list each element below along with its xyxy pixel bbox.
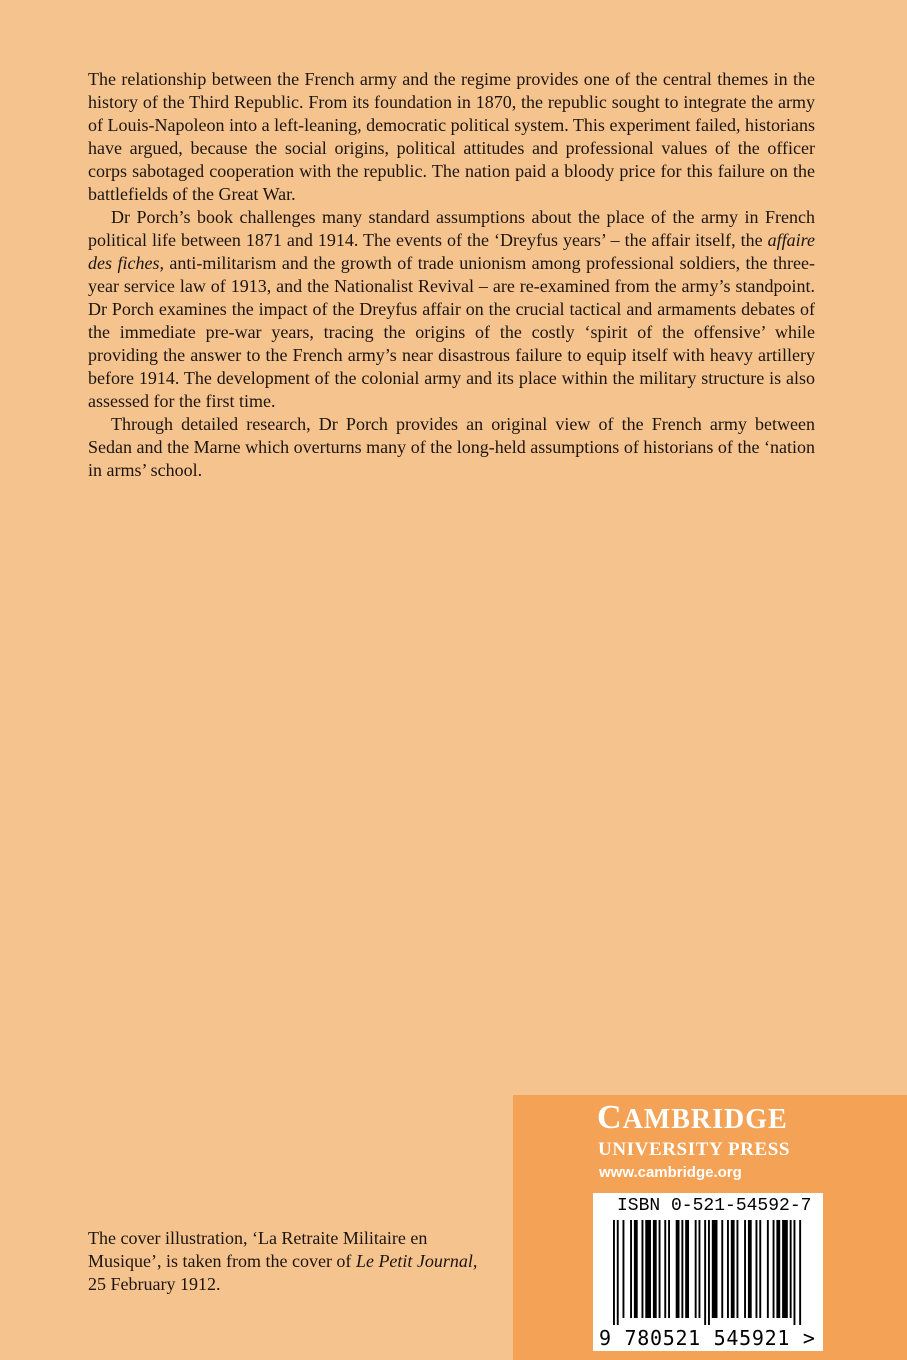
barcode-bar [776,1220,780,1318]
blurb-paragraph-1: The relationship between the French army and the regime provides one of the central themes in the history of the Third Republic. From its foundation in 1870, the republic sought to integrate the army of Louis-Napoleon into a left-leaning, democratic political system. This experiment failed, historians have argued, because the social origins, political attitudes and professional values of the officer corps sabotaged cooperation with the republic. The nation paid a bloody price for this failure on the battlefields of the Great War. [88,69,815,204]
barcode-digits: 9 780521 545921 > [599,1326,816,1350]
barcode-bar [744,1220,746,1318]
credit-text-end: 25 February 1912. [88,1274,221,1294]
barcode-bar [634,1220,638,1318]
publisher-logo-name [597,1101,788,1137]
barcode-bar [790,1220,792,1318]
barcode-bar [712,1220,718,1318]
publisher-name-initial: C [597,1099,623,1136]
credit-italic-source: Le Petit Journal, [355,1251,478,1271]
barcode-bar [782,1220,788,1318]
barcode-bar [731,1220,735,1318]
barcode-bar [659,1220,661,1318]
publisher-name-rest: AMBRIDGE [622,1104,788,1135]
barcode-bar [623,1220,625,1318]
blurb-paragraph-2 [88,206,815,413]
blurb-paragraph-2-end: anti-militarism and the growth of trade unionism among professional soldiers, the three-year service law of 1913, and the Nationalist Revival – are re-examined from the army’s standpoint. Dr Porch examines the impact of the Dreyfus affair on the crucial tactical and armaments debates of the immediate pre-war years, tracing the origins of the costly ‘spirit of the offensive’ while providing the answer to the French army’s near disastrous failure to equip itself with heavy artillery before 1914. The development of the colonial army and its place within the military structure is also assessed for the first time. [88,253,815,411]
barcode-bar [613,1220,615,1325]
blurb-italic-term: affaire des fiches, [88,230,815,273]
publisher-block [513,1095,907,1360]
barcode-icon [613,1220,803,1325]
barcode-bar [727,1220,729,1318]
barcode-bar [773,1220,775,1318]
barcode-bar [630,1220,632,1318]
barcode-bar [617,1220,619,1325]
publisher-subtitle: UNIVERSITY PRESS [598,1139,791,1160]
barcode-bar [767,1220,769,1318]
barcode-bar [645,1220,651,1318]
barcode-bar [704,1220,706,1325]
barcode-bar [699,1220,701,1318]
barcode-bar [708,1220,710,1325]
barcode-box [593,1193,823,1351]
barcode-bar [695,1220,697,1318]
barcode-bar [759,1220,761,1318]
barcode-bar [668,1220,670,1318]
barcode-bar [799,1220,801,1325]
credit-text-start: The cover illustration, ‘La Retraite Militaire en Musique’, is taken from the cover of [88,1228,428,1271]
barcode-bar [737,1220,739,1318]
blurb-paragraph-3: Through detailed research, Dr Porch provides an original view of the French army between Sedan and the Marne which overturns many of the long-held assumptions of historians of the ‘nation in arms’ school. [88,414,815,480]
back-cover-blurb [88,68,815,482]
barcode-bar [642,1220,644,1318]
barcode-bar [664,1220,666,1318]
cover-illustration-credit [88,1227,478,1296]
publisher-website: www.cambridge.org [599,1164,742,1181]
barcode-bar [794,1220,796,1325]
isbn-label: ISBN 0-521-54592-7 [617,1196,812,1216]
barcode-bar [676,1220,680,1318]
barcode-bar [748,1220,752,1318]
barcode-bar [685,1220,689,1318]
blurb-paragraph-2-start: Dr Porch’s book challenges many standard assumptions about the place of the army in French political life between 1871 and 1914. The events of the ‘Dreyfus years’ – the affair itself, the [88,207,815,250]
barcode-bar [756,1220,758,1318]
barcode-bar [721,1220,723,1318]
barcode-bar [653,1220,657,1318]
barcode-bar [681,1220,683,1318]
